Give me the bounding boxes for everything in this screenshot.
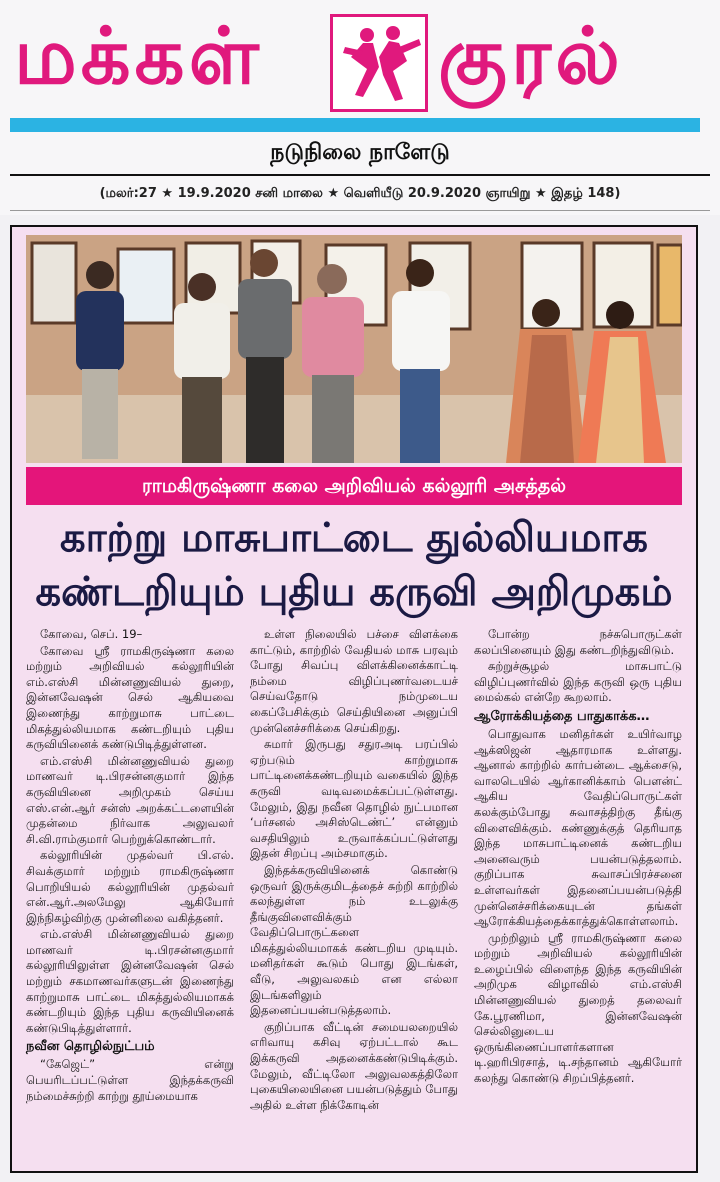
paragraph: சுமார் இருபது சதுரஅடி பரப்பில் ஏற்படும் காற்றுமாசு பாட்டினைக்கண்டறியும் வகையில் இந்த கருவி வடிவமைக்கப்பட்டுள்ளது. மேலும், இது நவீன தொழில் நுட்பமான ‘பர்சனல் அசிஸ்டெண்ட்’ என்னும் வசதியிலும் உருவாக்கப்பட்டுள்ளது இதன் சிறப்பு அம்சமாகும். bbox=[250, 737, 458, 861]
article bbox=[10, 225, 698, 1173]
headline-line-2: கண்டறியும் புதிய கருவி அறிமுகம் bbox=[35, 569, 673, 615]
paragraph: பொதுவாக மனிதர்கள் உயிர்வாழ ஆக்ஸிஜன் ஆதாரமாக உள்ளது. ஆனால் காற்றில் கார்பன்டை ஆக்சைடு, வாலடெயில் ஆர்கானிக்காம் பௌன்ட் ஆகிய வேதிப்பொருட்கள் கலக்கும்போது சுவாசத்திற்கு தீங்கு விளைவிக்கும். கண்ணுக்குத் தெரியாத இந்த மாசுபாட்டினைக் கண்டறிய அனைவரும் பயன்படுத்தலாம். குறிப்பாக சுவாசப்பிரச்சனை உள்ளவர்கள் இதனைப்பயன்படுத்தி முன்னெச்சரிக்கையுடன் தங்கள் ஆரோக்கியத்தைக்காத்துக்கொள்ளலாம். bbox=[474, 726, 682, 929]
paragraph: போன்ற நச்சுபொருட்கள் கலப்பினையும் இது கண்டறிந்துவிடும். bbox=[474, 627, 682, 657]
issue-line: (மலர்:27 ★ 19.9.2020 சனி மாலை ★ வெளியீடு 20.9.2020 ஞாயிறு ★ இதழ் 148) bbox=[99, 186, 621, 201]
article-body bbox=[26, 627, 682, 1167]
body-column-1 bbox=[26, 627, 234, 1105]
dateline: கோவை, செப். 19– bbox=[40, 627, 143, 641]
body-column-2 bbox=[250, 627, 458, 1114]
paragraph: இந்தக்கருவியினைக் கொண்டு ஒருவர் இருக்குமிடத்தைச் சுற்றி காற்றில் கலந்துள்ள நம் உடலுக்கு தீங்குவிளைவிக்கும் வேதிப்பொருட்களை மிகத்துல்லியமாகக் கண்டறிய முடியும். மனிதர்கள் கூடும் பொது இடங்கள், வீடு, அலுவலகம் என எல்லா இடங்களிலும் இதனைப்பயன்படுத்தலாம். bbox=[250, 862, 458, 1018]
masthead bbox=[0, 0, 720, 215]
body-column-3 bbox=[474, 627, 682, 1088]
divider bbox=[10, 210, 710, 211]
paragraph: குறிப்பாக வீட்டின் சமையலறையில் எரிவாயு கசிவு ஏற்பட்டால் கூட இக்கருவி அதனைக்கண்டுபிடிக்கும். மேலும், வீட்டிலோ அலுவலகத்திலோ புகையிலையினை பயன்படுத்தும் போது அதில் உள்ள நிக்கோடின் bbox=[250, 1019, 458, 1112]
paragraph: உள்ள நிலையில் பச்சை விளக்கை காட்டும், காற்றில் வேதியல் மாசு பரவும் போது சிவப்பு விளக்கினைக்காட்டி நம்மை விழிப்புணர்வடையச் செய்வதோடு நம்முடைய கைப்பேசிக்கும் செய்தியினை அனுப்பி முன்னெச்சரிக்கை செய்கிறது. bbox=[250, 627, 458, 735]
masthead-accent-bar bbox=[10, 118, 700, 132]
paragraph: எம்.எஸ்சி மின்னணுவியல் துறை மாணவர் டி.பிரசன்னகுமார் இந்த கருவியினை அறிமுகம் செய்ய எஸ்.என்.ஆர் சன்ஸ் அறக்கட்டளையின் முதன்மை நிர்வாக அலுவலர் சி.வி.ராம்குமார் பெற்றுக்கொண்டார். bbox=[26, 753, 234, 846]
masthead-subtitle: நடுநிலை நாளேடு bbox=[270, 140, 450, 165]
article-kicker-banner: ராமகிருஷ்ணா கலை அறிவியல் கல்லூரி அசத்தல் bbox=[26, 467, 682, 505]
paragraph: கல்லூரியின் முதல்வர் பி.எல். சிவக்குமார் மற்றும் ராமகிருஷ்ணா பொறியியல் கல்லூரியின் முதல்வர் என்.ஆர்.அலமேலு ஆகியோர் இந்நிகழ்விற்கு முன்னிலை வகித்தனர். bbox=[26, 848, 234, 925]
paragraph: சுற்றுச்சூழல் மாசுபாட்டு விழிப்புணர்வில் இந்த கருவி ஒரு புதிய மைல்கல் என்றே கூறலாம். bbox=[474, 659, 682, 705]
paragraph: “கேஜெட்” என்று பெயரிடப்பட்டுள்ள இந்தக்கருவி நம்மைச்சுற்றி காற்று தூய்மையாக bbox=[26, 1057, 234, 1103]
masthead-name-left: மக்கள் bbox=[14, 12, 263, 102]
divider bbox=[10, 174, 710, 176]
paragraph: முற்றிலும் ஸ்ரீ ராமகிருஷ்ணா கலை மற்றும் அறிவியல் கல்லூரியின் உழைப்பில் விளைந்த இந்த கருவியின் அறிமுக விழாவில் எம்.எஸ்சி மின்னணுவியல் துறைத் தலைவர் கே.பூரணிமா, இன்னவேஷன் செல்லினுடைய ஒருங்கிணைப்பாளர்களான டி.ஹரிபிரசாத், டி.சந்தானம் ஆகியோர் கலந்து கொண்டு சிறப்பித்தனர். bbox=[474, 930, 682, 1086]
article-photo bbox=[26, 235, 682, 463]
headline-line-1: காற்று மாசுபாட்டை துல்லியமாக bbox=[60, 515, 648, 561]
paragraph: எம்.எஸ்சி மின்னணுவியல் துறை மாணவர் டி.பிரசன்னகுமார் கல்லூரியிலுள்ள இன்னவேஷன் செல் மற்றும் சகமாணவர்களுடன் இணைந்து காற்றுமாசு பாட்டை மிகத்துல்லியமாகக் கண்டறியும் இந்த புதிய கருவியினைக் கண்டுபிடித்துள்ளார். bbox=[26, 927, 234, 1035]
paragraph: கோவை ஸ்ரீ ராமகிருஷ்ணா கலை மற்றும் அறிவியல் கல்லூரியின் எம்.எஸ்சி மின்னணுவியல் துறை, இன்னவேஷன் செல் ஆகியவை இணைந்து காற்றுமாசு பாட்டை மிகத்துல்லியமாக கண்டறியும் புதிய கருவியினைக் கண்டுபிடித்துள்ளன. bbox=[26, 643, 234, 752]
masthead-name-right: குரல் bbox=[438, 12, 624, 102]
subheading: ஆரோக்கியத்தை பாதுகாக்க… bbox=[474, 708, 650, 724]
dancers-logo-icon bbox=[330, 14, 428, 112]
subheading: நவீன தொழில்நுட்பம் bbox=[26, 1039, 155, 1055]
article-headline bbox=[26, 511, 682, 619]
